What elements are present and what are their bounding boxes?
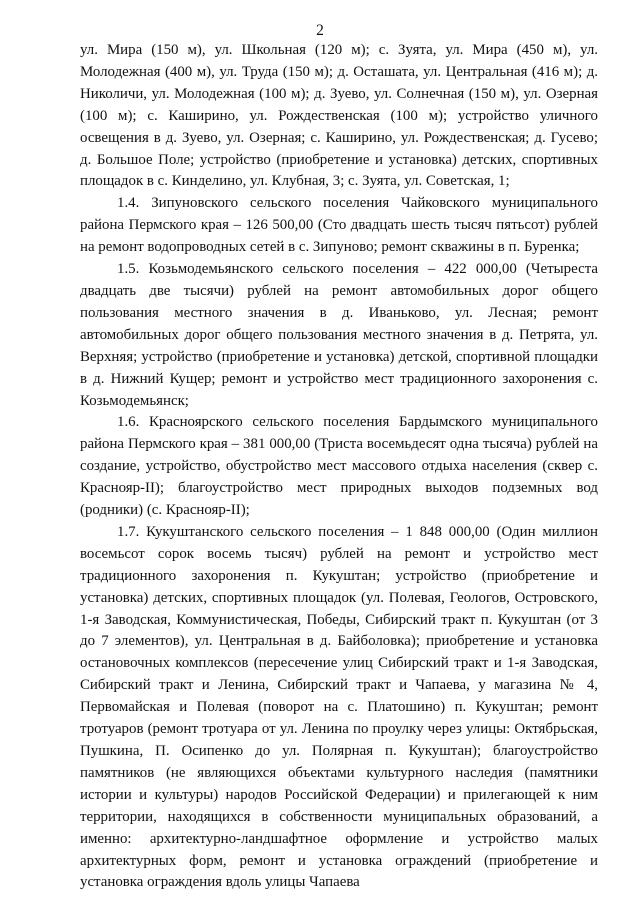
paragraph-1-4: 1.4. Зипуновского сельского поселения Чайковского муниципального района Пермского края – 126 500,00 (Сто двадцать шесть тысяч пятьсот) рублей на ремонт водопроводных сетей в с. Зипуново; ремонт скважины в п. Буренка; [80, 195, 598, 256]
paragraph-continuation: ул. Мира (150 м), ул. Школьная (120 м); с. Зуята, ул. Мира (450 м), ул. Молодежная (400 м), ул. Труда (150 м); д. Осташата, ул. Центральная (416 м); д. Николичи, ул. Молодежная (100 м); д. Зуево, ул. Солнечная (150 м), ул. Озерная (100 м); с. Каширино, ул. Рождественская (100 м); устройство уличного освещения в д. Зуево, ул. Озерная; с. Каширино, ул. Рождественская; д. Гусево; д. Большое Поле; устройство (приобретение и установка) детских, спортивных площадок в с. Кинделино, ул. Клубная, 3; с. Зуята, ул. Советская, 1; [80, 42, 598, 190]
page-number: 2 [316, 22, 324, 39]
paragraph-1-5: 1.5. Козьмодемьянского сельского поселения – 422 000,00 (Четыреста двадцать две тысячи) рублей на ремонт автомобильных дорог общего пользования местного значения в д. Иваньково, ул. Лесная; ремонт автомобильных дорог общего пользования местного значения в д. Петрята, ул. Верхняя; устройство (приобретение и установка) детской, спортивной площадки в д. Нижний Кущер; ремонт и устройство мест традиционного захоронения с. Козьмодемьянск; [80, 261, 598, 409]
paragraph-1-6: 1.6. Красноярского сельского поселения Бардымского муниципального района Пермского края – 381 000,00 (Триста восемьдесят одна тысяча) рублей на создание, устройство, обустройство мест массового отдыха населения (сквер с. Краснояр-II); благоустройство мест природных выходов подземных вод (родники) (с. Краснояр-II); [80, 414, 598, 519]
paragraph-1-7: 1.7. Кукуштанского сельского поселения – 1 848 000,00 (Один миллион восемьсот сорок восемь тысяч) рублей на ремонт и устройство мест традиционного захоронения п. Кукуштан; устройство (приобретение и установка) детских, спортивных площадок (ул. Полевая, Геологов, Островского, 1-я Заводская, Коммунистическая, Победы, Сибирский тракт п. Кукуштан (от 3 до 7 элементов), ул. Центральная в д. Байболовка); приобретение и установка остановочных комплексов (пересечение улиц Сибирский тракт и 1-я Заводская, Сибирский тракт и Ленина, Сибирский тракт и Чапаева, у магазина № 4, Первомайская и Полевая (поворот на с. Платошино) п. Кукуштан; ремонт тротуаров (ремонт тротуара от ул. Ленина по проулку через улицы: Октябрьская, Пушкина, П. Осипенко до ул. Полярная п. Кукуштан); благоустройство памятников (не являющихся объектами культурного наследия (памятники истории и культуры) народов Российской Федерации) и прилегающей к ним территории, находящихся в собственности муниципальных образований, а именно: архитектурно-ландшафтное оформление и устройство малых архитектурных форм, ремонт и установка ограждений (приобретение и установка ограждения вдоль улицы Чапаева [80, 523, 598, 891]
document-body [80, 40, 598, 894]
